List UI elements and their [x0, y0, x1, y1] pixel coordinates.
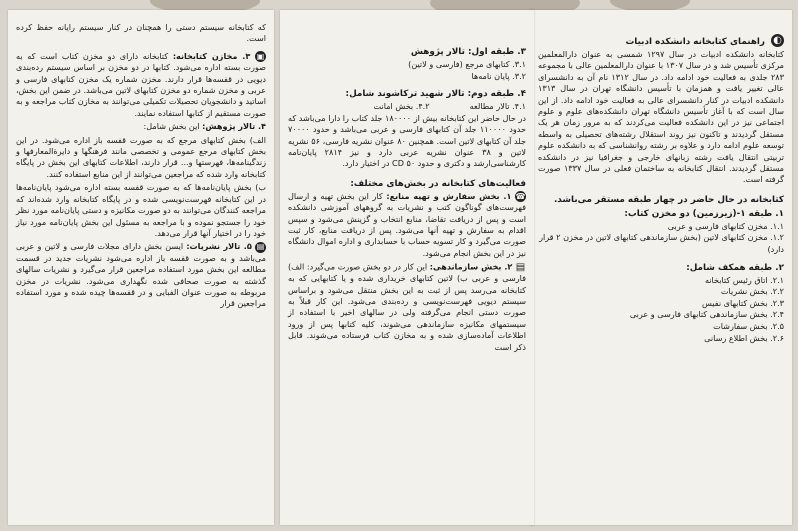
- section5-heading: ۵. تالار نشریات:: [186, 241, 252, 252]
- floor2-item: ۲.۳. بخش کتابهای نفیس: [701, 297, 784, 308]
- floor2-item: ۲.۶. بخش اطلاع رسانی: [704, 332, 784, 343]
- section3-text: کتابخانه دارای دو مخزن کتاب است که به صورت بسته اداره می‌شود. کتابها در دو مخزن بر اساس سیستم رده‌بندی دیویی در قفسه‌ها قرار دارند. مخزن شماره یک مخزن کتابهای فارسی و عربی و مخزن شماره دو مخزن کتابهای لاتین می‌باشد. در ضمن این بخش، اساتید و دانشجویان تحصیلات تکمیلی می‌توانند به مخازن کتاب مراجعه و به صورت مستقیم از کتابها استفاده نمایند.: [16, 50, 266, 118]
- section1-heading: ۱. بخش سفارش و تهیه منابع:: [386, 190, 512, 201]
- current-floors-heading: کتابخانه در حال حاضر در چهار طبقه مستقر می‌باشد.: [553, 194, 784, 205]
- left-panel: [8, 10, 274, 525]
- section4-item-a: الف) بخش کتابهای مرجع که به صورت قفسه باز اداره می‌شود. در این بخش کتابهای مرجع عمومی و تخصصی مانند فرهنگها و دایرةالمعارفها و زندگینامه‌ها، فهرستها و... قرار دارند، اطلاعات کتابهای این بخش در پایگاه کتابخانه وارد شده که مراجعین می‌توانند از این منابع استفاده کنند.: [16, 134, 266, 179]
- section4-heading: ۴. تالار پژوهش:: [202, 121, 266, 132]
- section2-text: این کار در دو بخش صورت می‌گیرد: الف) فارسی و عربی ب) لاتین کتابهای خریداری شده و یا کتابهایی که به کتابخانه می‌رسد پس از ثبت به این بخش منتقل می‌شود و براساس سیستم دیویی فهرست‌نویسی و رده‌بندی می‌شود. این کار قبلاً به صورت دستی انجام می‌گرفته ولی در سالهای اخیر با استفاده از سیستمهای مکانیزه سازماندهی می‌شوند، کلیه کتابها پس از ورود اطلاعات آماده‌سازی شده و به مخازن کتاب فرستاده می‌شوند. قابل ذکر است: [288, 261, 526, 352]
- floor2-item: ۲.۵. بخش سفارشات: [713, 321, 784, 332]
- section1-paragraph: [288, 191, 526, 259]
- right-panel: [530, 10, 792, 525]
- section5-text: ایسن بخش دارای مجلات فارسی و لاتین و عربی می‌باشد و به صورت قفسه باز اداره می‌شود نشریات جدید در قسمت مطالعه این بخش مورد استفاده مراجعین قرار می‌گیرد و نشریات سالهای گذشته به صورت صحافی شده نگهداری می‌شود. نشریات در مخزن مربوطه به صورت عنوان الفبایی و در قفسه‌ها چیده شده و مورد استفاده مراجعین قرار: [16, 241, 266, 309]
- section4-item-b: ب) بخش پایان‌نامه‌ها که به صورت قفسه بسته اداره می‌شود پایان‌نامه‌ها در این کتابخانه فهرست‌نویسی شده و در پایگاه کتابخانه وارد شده‌اند که مراجعه کنندگان می‌توانند به دو صورت مکانیزه و دستی پایان‌نامه مورد نظر خود را جستجو نموده و با مراجعه به مسئول این بخش پایان‌نامه مورد نیاز خود را در اختیار آنها قرار می‌دهد.: [16, 182, 266, 238]
- section3-paragraph: [16, 51, 266, 119]
- floor2-item: ۲.۱. اتاق رئیس کتابخانه: [704, 274, 784, 285]
- section4-intro: این بخش شامل:: [143, 121, 200, 132]
- book-icon: ▤: [515, 261, 526, 273]
- history-text: کتابخانه دانشکده ادبیات در سال ۱۲۹۷ شمسی به عنوان دارالمعلمین مرکزی تأسیس شد و در سال ۱۳۰۷ با عنوان دارالمعلمین عالی با مجموعه ۲۸۳ جلدی به فعالیت خود ادامه داد. در سال ۱۳۱۲ نام آن به دانشسرای عالی تغییر یافت و همزمان با تأسیس دانشگاه تهران در سال ۱۳۱۳ دانشکده ادبیات در کنار دانشسرای عالی به فعالیت خود ادامه داد. از این سال است که با آغاز تأسیس دانشگاه تهران دانشکده‌های علوم و علوم اجتماعی نیز در این دانشکده فعالیت می‌کردند که به مرور زمان هر یک مستقل گردیدند و تاکنون نیز روند استقلال رشته‌های تحصیلی به واسطه توسعه علوم ادامه دارد و علاوه بر رشته روانشناسی که به دانشکده علوم تربیتی انتقال یافت رشته زبانهای خارجی و جغرافیا نیز در دانشکده مستقل گردیدند. انتقال کتابخانه به ساختمان فعلی در سال ۱۳۳۷ صورت گرفته است.: [538, 49, 785, 185]
- floor1-item: ۱.۱. مخزن کتابهای فارسی و عربی: [667, 220, 784, 231]
- right-panel-title: راهنمای کتابخانه دانشکده ادبیات: [625, 37, 765, 47]
- intro-text: که کتابخانه سیستم دستی را همچنان در کنار سیستم رایانه حفظ کرده است.: [16, 22, 266, 44]
- section4-paragraph: [16, 121, 266, 132]
- floor2-item: ۲.۲. بخش نشریات: [720, 286, 784, 297]
- floor2-item: ۲.۴. بخش سازماندهی کتابهای فارسی و عربی: [629, 309, 784, 320]
- section5-paragraph: [16, 241, 266, 309]
- floor4-heading: ۴. طبقه دوم: تالار شهید ترکاشوند شامل:: [345, 89, 526, 100]
- floor1-heading: ۱. طبقه ۱-(زیرزمین) دو مخزن کتاب:: [624, 208, 784, 219]
- phone-icon: ☎: [515, 191, 526, 201]
- floor4-item: ۴.۱. تالار مطالعه: [469, 101, 526, 112]
- floor4-subitems: [288, 101, 526, 113]
- activities-heading: فعالیت‌های کتابخانه در بخش‌های مختلف:: [350, 178, 526, 189]
- floor1-item: ۱.۲. مخزن کتابهای لاتین (بخش سازماندهی کتابهای لاتین در مخزن ۲ قرار دارد): [539, 232, 784, 255]
- library-logo-icon: ◐: [771, 34, 784, 47]
- section1-text: کار این بخش تهیه و ارسال فهرست‌های گوناگون کتب و نشریات به گروههای آموزشی دانشکده است و پس از دریافت تقاضا، منابع انتخاب و گزینش می‌شود و سپس اقدام به سفارش و تهیه آنها می‌شود. پس از دریافت منابع، کار ثبت صورت می‌گیرد و کار تسویه حساب با حسابداری و اداره اموال دانشگاه نیز در این بخش انجام می‌شود.: [288, 190, 526, 258]
- floor3-heading: ۳. طبقه اول: تالار پژوهش: [410, 47, 526, 57]
- section3-heading: ۳. مخازن کتابخانه:: [172, 50, 251, 61]
- magazine-icon: ▤: [256, 242, 265, 252]
- section2-heading: ۲. بخش سازماندهی:: [429, 261, 513, 272]
- warehouse-icon: ▣: [256, 51, 265, 61]
- collection-text: در حال حاضر این کتابخانه بیش از ۱۸۰۰۰۰ جلد کتاب را دارا می‌باشد که حدود ۱۱۰۰۰۰ جلد آن کتابهای فارسی و عربی می‌باشد و حدود ۷۰۰۰۰ جلد آن کتابهای لاتین است. همچنین ۸۰ عنوان نشریه فارسی، ۵۶ نشریه لاتین و ۳۸ عنوان نشریه عربی دارد و نیز ۲۸۱۴ پایان‌نامه کارشناسی‌ارشد و دکتری و حدود ۵۰ CD در اختیار دارد.: [288, 112, 527, 169]
- floor4-item: ۴.۲. بخش امانت: [373, 101, 430, 112]
- floor3-item: ۳.۲. پایان نامه‌ها: [471, 70, 526, 81]
- section2-paragraph: [288, 261, 526, 353]
- floor2-heading: ۲. طبقه همکف شامل:: [686, 262, 784, 273]
- right-title-row: [538, 34, 784, 49]
- middle-panel: [280, 10, 534, 525]
- floor3-item: ۳.۱. کتابهای مرجع (فارسی و لاتین): [408, 59, 526, 69]
